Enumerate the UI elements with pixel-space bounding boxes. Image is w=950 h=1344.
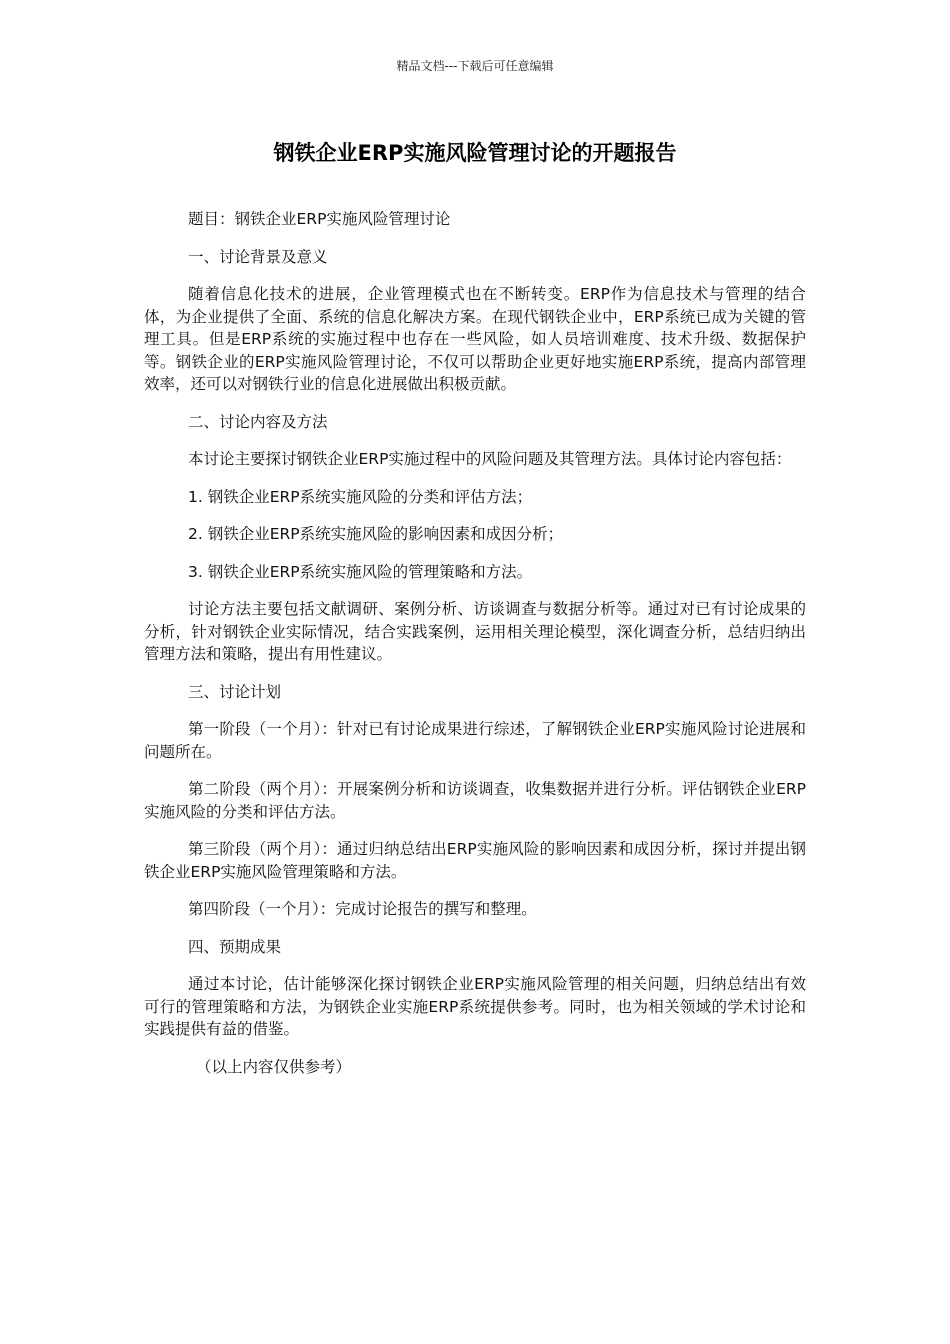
section-heading-plan: 三、讨论计划 [188, 682, 282, 701]
results-paragraph: 通过本讨论，估计能够深化探讨钢铁企业ERP实施风险管理的相关问题，归纳总结出有效可行的管理策略和方法，为钢铁企业实施ERP系统提供参考。同时，也为相关领域的学术讨论和实践提供有益的借鉴。 [144, 975, 806, 1038]
content-intro-paragraph: 本讨论主要探讨钢铁企业ERP实施过程中的风险问题及其管理方法。具体讨论内容包括： [188, 450, 792, 468]
content-list-item: 2. 钢铁企业ERP系统实施风险的影响因素和成因分析； [188, 525, 564, 543]
background-paragraph: 随着信息化技术的进展，企业管理模式也在不断转变。ERP作为信息技术与管理的结合体，为企业提供了全面、系统的信息化解决方案。在现代钢铁企业中，ERP系统已成为关键的管理工具。但是ERP系统的实施过程中也存在一些风险，如人员培训难度、技术升级、数据保护等。钢铁企业的ERP实施风险管理讨论，不仅可以帮助企业更好地实施ERP系统，提高内部管理效率，还可以对钢铁行业的信息化进展做出积极贡献。 [144, 285, 806, 393]
topic-line: 题目：钢铁企业ERP实施风险管理讨论 [188, 210, 451, 228]
document-title: 钢铁企业ERP实施风险管理讨论的开题报告 [273, 141, 677, 165]
document-body [144, 208, 806, 1093]
plan-stage: 第二阶段（两个月）：开展案例分析和访谈调查，收集数据并进行分析。评估钢铁企业ERP实施风险的分类和评估方法。 [144, 780, 806, 821]
content-list-item: 1. 钢铁企业ERP系统实施风险的分类和评估方法； [188, 487, 533, 506]
method-paragraph: 讨论方法主要包括文献调研、案例分析、访谈调查与数据分析等。通过对已有讨论成果的分析，针对钢铁企业实际情况，结合实践案例，运用相关理论模型，深化调查分析，总结归纳出管理方法和策略，提出有用性建议。 [144, 600, 806, 663]
plan-stage: 第四阶段（一个月）：完成讨论报告的撰写和整理。 [188, 900, 537, 918]
plan-stage: 第一阶段（一个月）：针对已有讨论成果进行综述，了解钢铁企业ERP实施风险讨论进展和问题所在。 [144, 720, 806, 761]
closing-note: （以上内容仅供参考） [196, 1057, 352, 1076]
content-list-item: 3. 钢铁企业ERP系统实施风险的管理策略和方法。 [188, 562, 533, 581]
section-heading-content: 二、讨论内容及方法 [188, 412, 328, 431]
header-note: 精品文档---下载后可任意编辑 [396, 59, 554, 73]
section-heading-background: 一、讨论背景及意义 [188, 247, 328, 266]
plan-stage: 第三阶段（两个月）：通过归纳总结出ERP实施风险的影响因素和成因分析，探讨并提出钢铁企业ERP实施风险管理策略和方法。 [144, 840, 806, 881]
section-heading-results: 四、预期成果 [188, 937, 282, 956]
